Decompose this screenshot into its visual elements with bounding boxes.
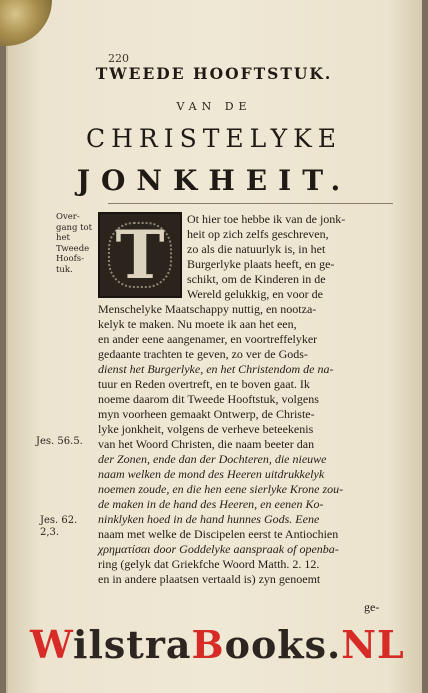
watermark-ooks: ooks. xyxy=(224,622,342,667)
body-line: naam met welke de Discipelen eerst te Antiochien xyxy=(98,527,339,541)
wilstrabooks-watermark xyxy=(30,622,410,667)
body-line: myn voorheen gemaakt Ontwerp, de Christe- xyxy=(98,407,315,421)
body-line: gedaante trachten te geven, zo ver de Gods- xyxy=(98,347,308,361)
margin-note-line: Over- xyxy=(56,212,80,222)
body-line: noemen zoude, en die hen eene sierlyke Krone zou- xyxy=(98,482,344,496)
van-de-label: VAN DE xyxy=(176,100,252,113)
body-line: χρηματίσαι door Goddelyke aanspraak of openba- xyxy=(98,542,339,556)
divider-rule xyxy=(108,203,393,204)
body-line: Burgerlyke plaats heeft, en ge- xyxy=(187,257,335,271)
body-line: ninklyken hoed in de hand hunnes Gods. Eene xyxy=(98,512,320,526)
margin-note-line: Tweede xyxy=(56,243,90,254)
drop-cap-letter: T xyxy=(115,216,165,294)
body-line: kelyk te maken. Nu moete ik aan het een, xyxy=(98,317,297,331)
body-line: naam welken de mond des Heeren uitdrukkelyk xyxy=(98,467,325,481)
catchword: ge- xyxy=(364,600,380,614)
body-line: en ander eene aangenamer, en voortreffelyker xyxy=(98,332,318,346)
body-line: de maken in de hand des Heeren, en eenen Ko- xyxy=(98,497,324,511)
body-line: heit op zich zelfs geschreven, xyxy=(187,227,329,241)
margin-note-line: het xyxy=(56,233,70,243)
chapter-heading: TWEEDE HOOFTSTUK. xyxy=(95,64,333,83)
margin-ref-jes-56: Jes. 56.5. xyxy=(36,436,83,447)
margin-ref-jes-62: Jes. 62. xyxy=(40,515,78,526)
margin-ref-jes-62-verse: 2,3. xyxy=(40,527,60,538)
page-number: 220 xyxy=(108,52,129,65)
body-line: noeme daarom dit Tweede Hooftstuk, volgens xyxy=(98,392,319,406)
body-line: schikt, om de Kinderen in de xyxy=(187,272,326,286)
margin-note-line: gang tot xyxy=(56,222,93,233)
body-line: dienst het Burgerlyke, en het Christendom de na- xyxy=(98,362,334,376)
margin-note-transition xyxy=(56,212,92,275)
title-line-1: CHRISTELYKE xyxy=(85,124,343,153)
body-line: tuur en Reden overtreft, en te boven gaat. Ik xyxy=(98,377,310,391)
title-line-2: JONKHEIT. xyxy=(76,164,352,197)
body-line: lyke jonkheit, volgens de verheve beteekenis xyxy=(98,422,314,436)
margin-note-line: tuk. xyxy=(56,264,73,275)
drop-cap-ornament xyxy=(98,212,182,298)
body-line: en in andere plaatsen vertaald is) zyn genoemt xyxy=(98,572,321,586)
body-line: van het Woord Christen, die naam beeter dan xyxy=(98,437,315,451)
body-line: der Zonen, ende dan der Dochteren, die nieuwe xyxy=(98,452,327,466)
watermark-nl: NL xyxy=(341,622,405,667)
body-line: Ot hier toe hebbe ik van de jonk- xyxy=(187,212,346,226)
body-line: ring (gelyk dat Griekfche Woord Matth. 2. 12. xyxy=(98,557,320,571)
watermark-ilstra: ilstra xyxy=(73,622,192,667)
watermark-b: B xyxy=(191,622,225,667)
watermark-w: W xyxy=(30,622,74,667)
body-line: zo als die natuurlyk is, in het xyxy=(187,242,326,256)
body-line: Wereld gelukkig, en voor de xyxy=(187,287,323,301)
body-line: Menschelyke Maatschappy nuttig, en nootza- xyxy=(98,302,317,316)
margin-note-line: Hoofs- xyxy=(56,254,85,264)
